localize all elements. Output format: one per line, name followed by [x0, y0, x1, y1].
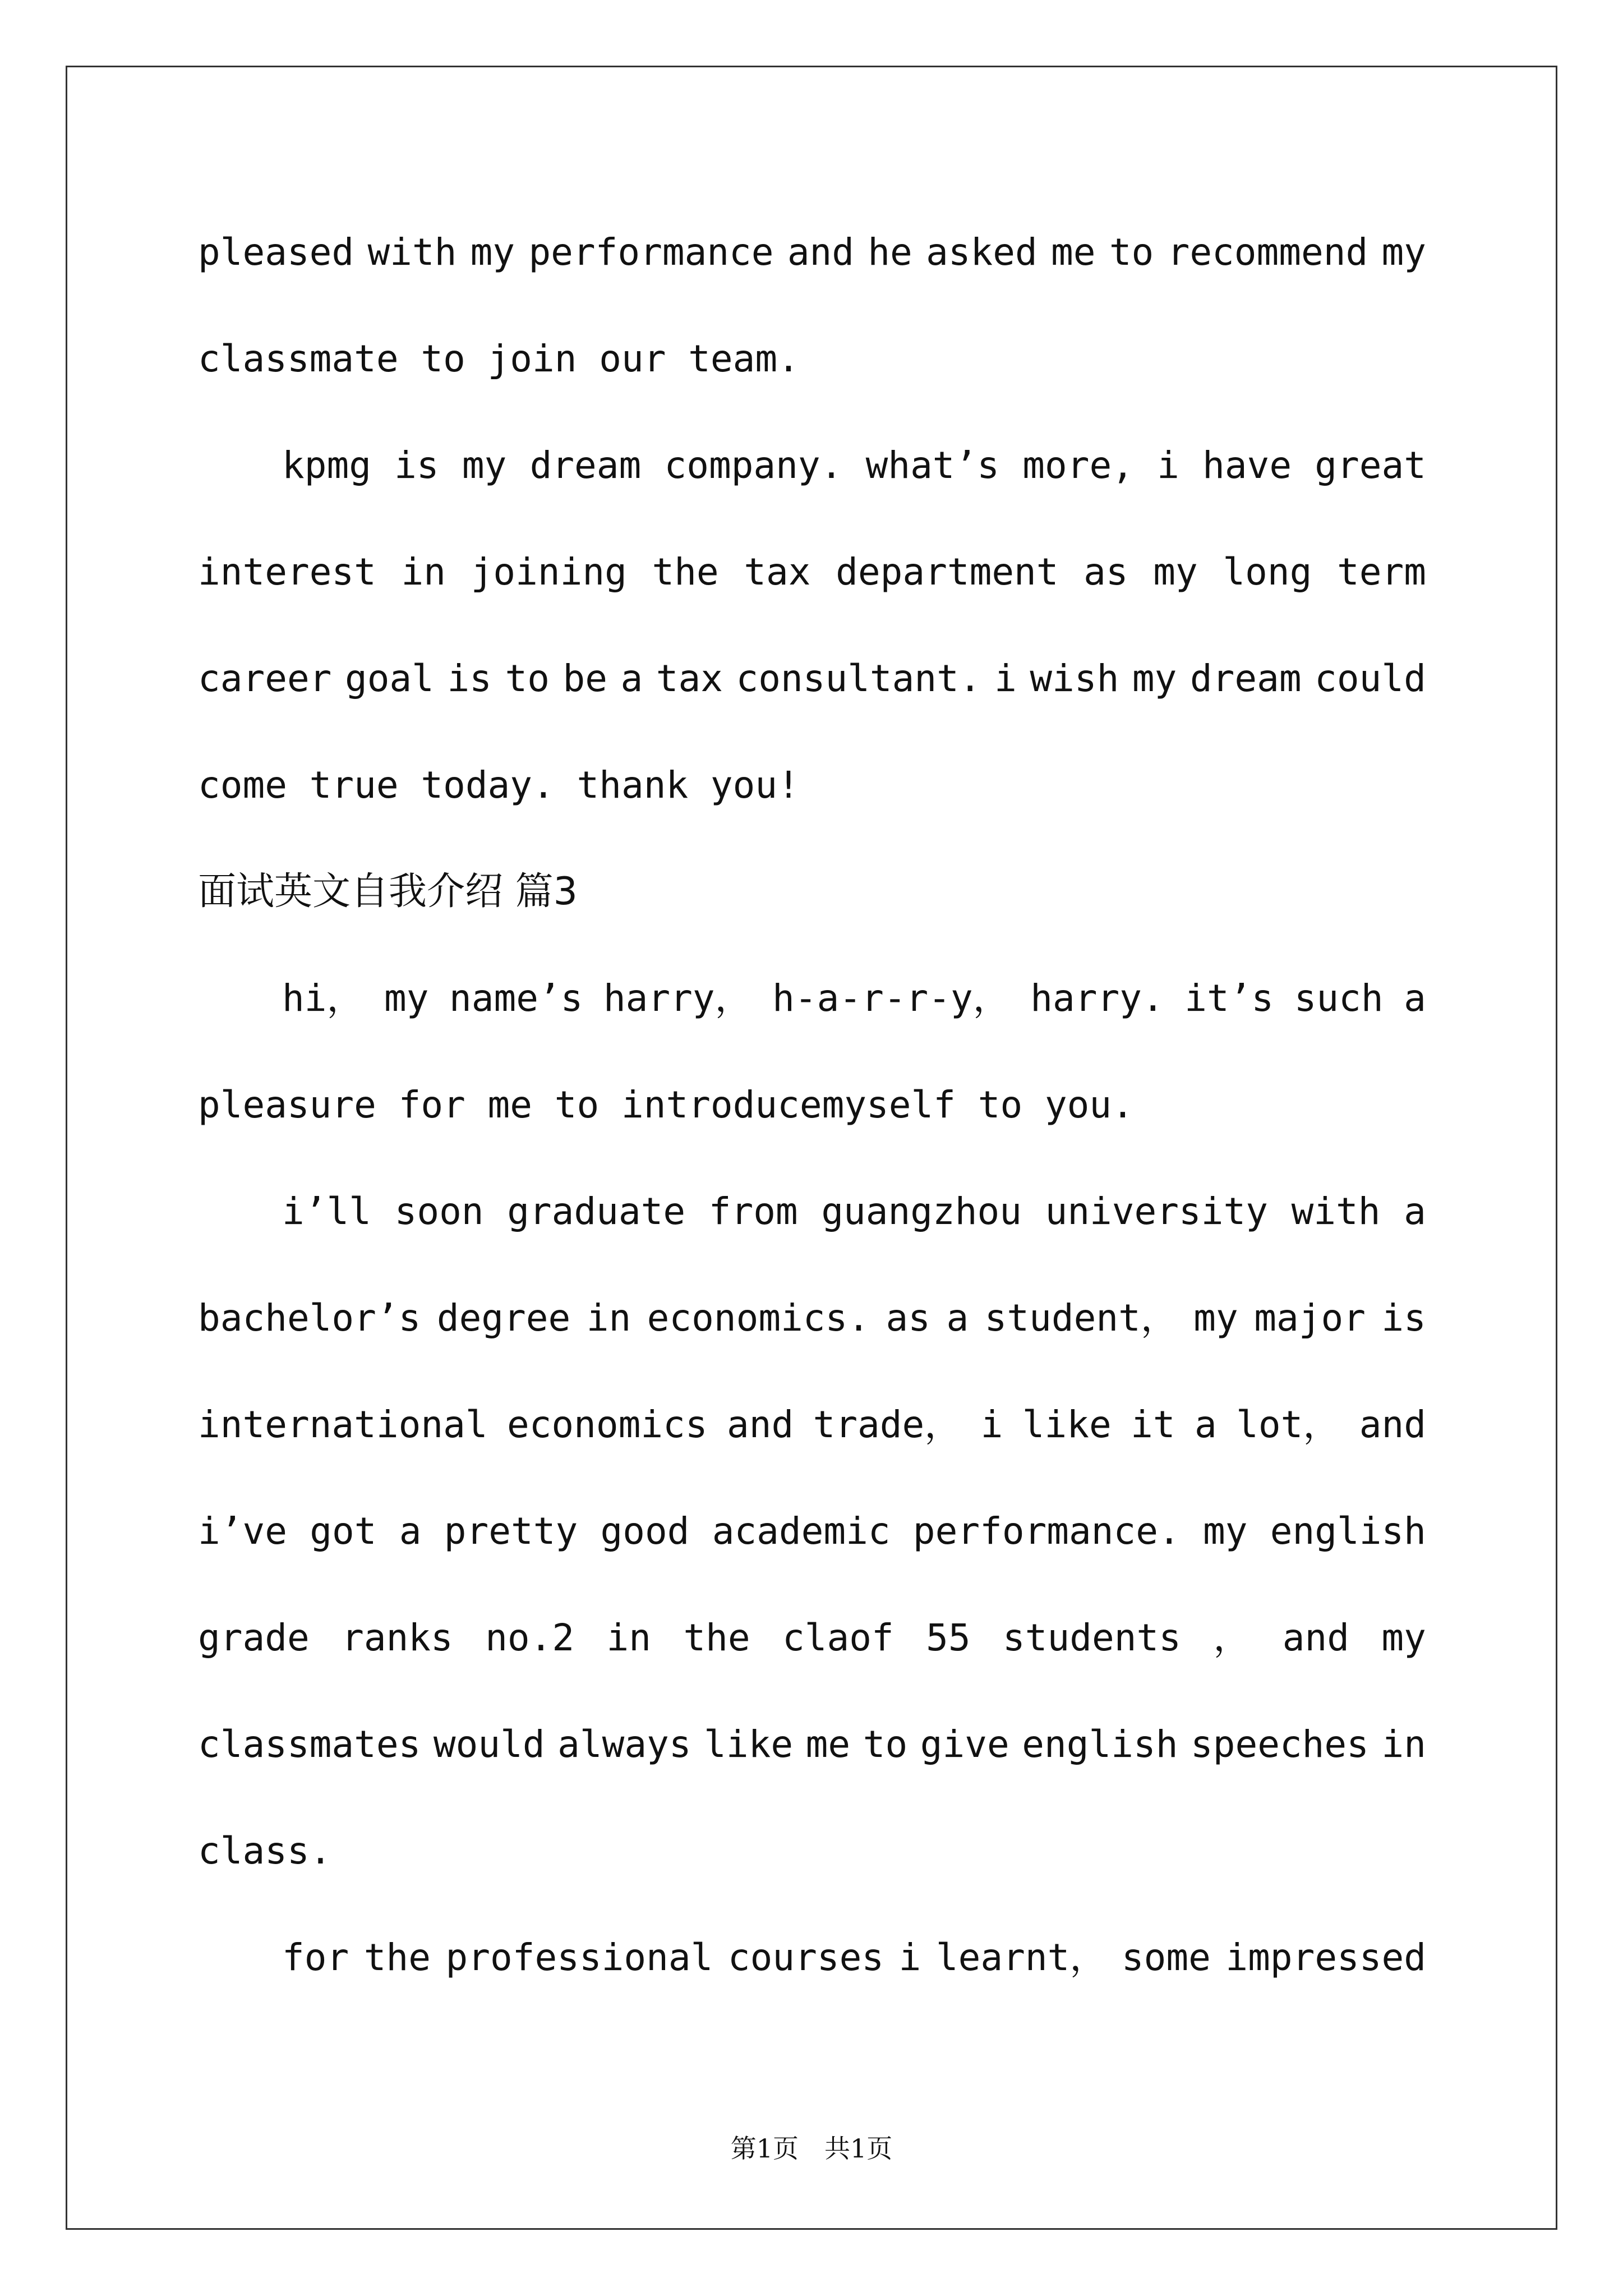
section-heading: 面试英文自我介绍 篇3 [198, 869, 578, 914]
paragraph-line: grade ranks no.2 in the claof 55 students ， and my [198, 1616, 1426, 1659]
paragraph-line: pleasure for me to introducemyself to you. [198, 1083, 1134, 1126]
page-border [66, 66, 1557, 2230]
paragraph-line: i’ll soon graduate from guangzhou university with a [282, 1190, 1426, 1233]
paragraph-line: international economics and trade， i like it a lot， and [198, 1403, 1426, 1446]
paragraph-line: class. [198, 1829, 332, 1872]
paragraph-line: i’ve got a pretty good academic performance. my english [198, 1510, 1426, 1553]
paragraph-line: classmates would always like me to give english speeches in [198, 1723, 1426, 1766]
paragraph-line: career goal is to be a tax consultant. i wish my dream could [198, 657, 1426, 700]
paragraph-line: for the professional courses i learnt， some impressed [282, 1936, 1426, 1979]
paragraph-line: hi， my name’s harry， h-a-r-r-y， harry. it’s such a [282, 977, 1426, 1020]
paragraph-line: classmate to join our team. [198, 337, 800, 380]
paragraph-line: bachelor’s degree in economics. as a student， my major is [198, 1296, 1426, 1340]
page-number-footer: 第1页 共1页 [730, 2133, 893, 2164]
paragraph-line: pleased with my performance and he asked me to recommend my [198, 231, 1426, 274]
paragraph-line: come true today. thank you! [198, 763, 800, 807]
paragraph-line: kpmg is my dream company. what’s more, i have great [282, 444, 1426, 487]
paragraph-line: interest in joining the tax department as my long term [198, 550, 1426, 593]
